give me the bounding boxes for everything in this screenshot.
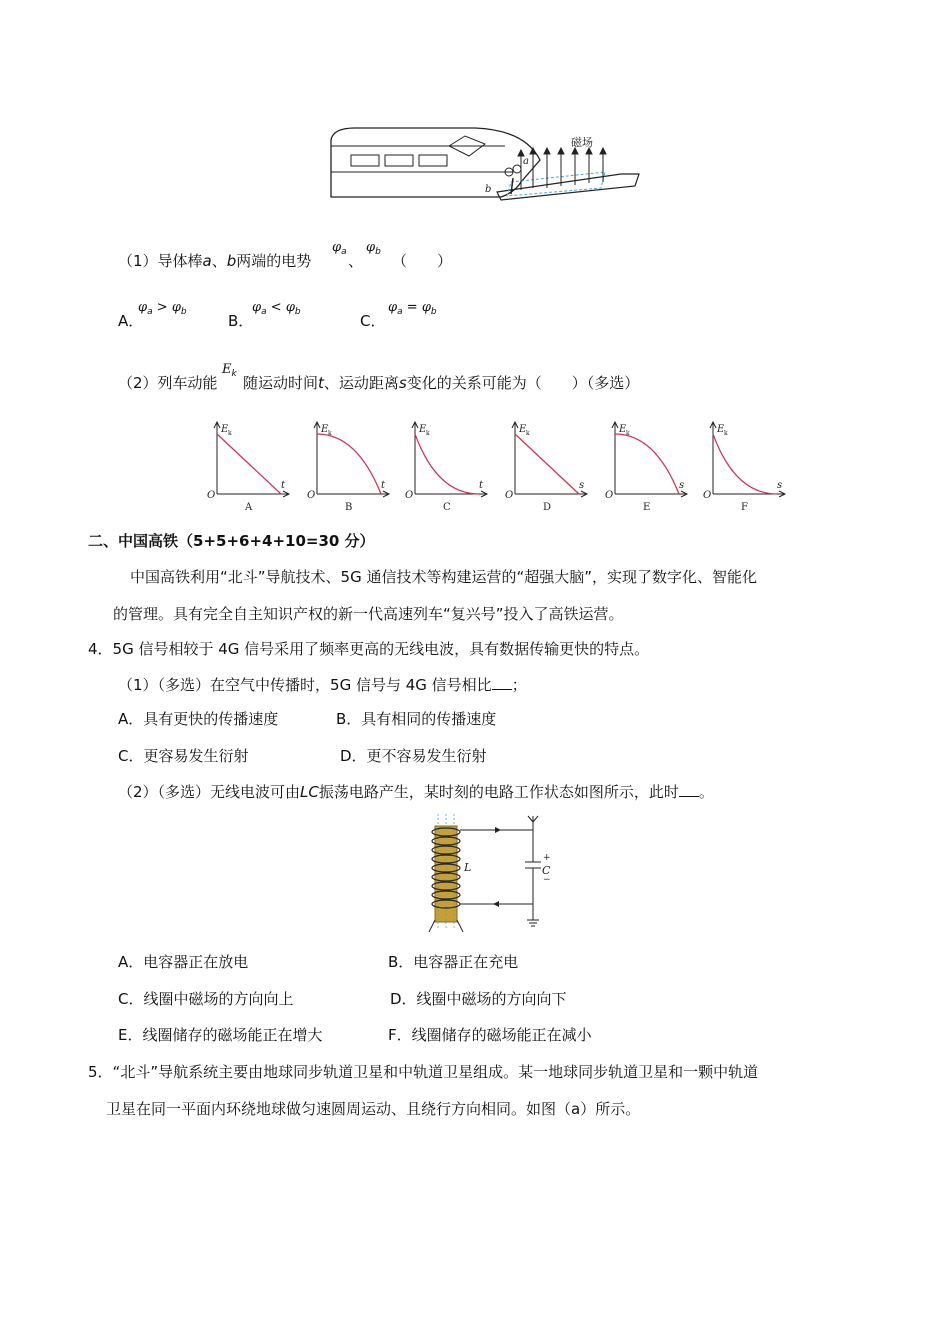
q4-option-d[interactable]: D．更不容易发生衍射 [340, 747, 487, 765]
lc-symbol: LC [300, 783, 319, 801]
q3-part2 [118, 372, 218, 393]
train-window [419, 155, 447, 166]
energy-graphs [195, 412, 795, 518]
y-axis-label: E [321, 424, 329, 435]
var-s: s [398, 374, 407, 392]
option-label: C． [360, 312, 386, 330]
option-a-expr [138, 300, 187, 317]
q5-line1: 5．“北斗”导航系统主要由地球同步轨道卫星和中轨道卫星组成。某一地球同步轨道卫星和一颗中轨道 [88, 1063, 759, 1081]
phi-sub: b [294, 307, 301, 317]
graph-caption: B [345, 502, 353, 513]
operator: > [156, 300, 168, 315]
section-intro-line2: 的管理。具有完全自主知识产权的新一代高速列车“复兴号”投入了高铁运营。 [113, 605, 624, 623]
y-axis-label-sub: k [626, 430, 630, 437]
graph-caption: F [741, 502, 748, 513]
label-a: a [523, 156, 529, 167]
ek-curve [317, 434, 381, 494]
answer-blank[interactable] [492, 677, 512, 690]
current-arrow [493, 901, 499, 907]
option-b-expr [252, 300, 301, 317]
phi-sub: b [180, 307, 187, 317]
graph-caption: E [643, 502, 651, 513]
x-axis-label: t [381, 480, 386, 491]
origin-label: O [505, 490, 514, 501]
comma: 、 [348, 252, 364, 270]
track [497, 174, 639, 200]
train-magnetic-field-figure [325, 122, 645, 204]
ek: E [222, 362, 232, 377]
plus-sign: + [543, 853, 551, 863]
q4-part2-end: 。 [698, 783, 714, 801]
q4-option2-f[interactable]: F．线圈储存的磁场能正在减小 [388, 1026, 592, 1044]
section-heading: 二、中国高铁（5+5+6+4+10=30 分） [88, 532, 375, 550]
q4-part2 [118, 781, 714, 802]
q3-part1-prefix: （1）导体棒 [118, 252, 203, 270]
phi-b-symbol [366, 240, 381, 257]
phi-sub: a [261, 307, 267, 317]
var-t: t [318, 374, 324, 392]
ek-symbol [222, 362, 237, 379]
q5-line2: 卫星在同一平面内环绕地球做匀速圆周运动、且绕行方向相同。如图（a）所示。 [106, 1100, 641, 1118]
origin-label: O [605, 490, 614, 501]
y-axis-label-sub: k [228, 430, 232, 437]
origin-label: O [307, 490, 316, 501]
q3-part1 [118, 250, 311, 271]
y-axis-label: E [619, 424, 627, 435]
q4-option2-b[interactable]: B．电容器正在充电 [388, 953, 519, 971]
train-body [331, 128, 540, 197]
q4-option2-e[interactable]: E．线圈储存的磁场能正在增大 [118, 1026, 323, 1044]
option-label: B． [228, 312, 254, 330]
q4-option2-c[interactable]: C．线圈中磁场的方向向上 [118, 990, 294, 1008]
y-axis-label-sub: k [526, 430, 530, 437]
q3-part2-prefix: （2）列车动能 [118, 374, 218, 392]
operator: < [270, 300, 282, 315]
phi: φ [332, 240, 342, 255]
phi: φ [171, 300, 181, 315]
y-axis-label: E [717, 424, 725, 435]
lc-circuit-figure [425, 812, 560, 932]
train-window [351, 155, 379, 166]
current-arrow [495, 827, 501, 833]
graph-caption: A [245, 502, 253, 513]
ek-curve [615, 434, 679, 494]
mid1: 随运动时间 [243, 374, 319, 392]
sep: 、 [211, 252, 227, 270]
q4-part2-pre: （2）（多选）无线电波可由 [118, 783, 301, 801]
q4-option2-a[interactable]: A．电容器正在放电 [118, 953, 249, 971]
phi: φ [366, 240, 376, 255]
y-axis-label-sub: k [328, 430, 332, 437]
phi-sub: b [430, 307, 437, 317]
minus-sign: − [543, 875, 551, 885]
phi: φ [285, 300, 295, 315]
q3-part2-rest [243, 372, 639, 393]
answer-blank[interactable] [679, 784, 699, 797]
option-b[interactable] [228, 310, 253, 331]
var-b: b [226, 252, 237, 270]
q4-part2-post: 振荡电路产生，某时刻的电路工作状态如图所示，此时 [318, 783, 679, 801]
phi-a-symbol [332, 240, 347, 257]
q4-part1-text: （1）（多选）在空气中传播时，5G 信号与 4G 信号相比 [118, 676, 492, 694]
origin-label: O [405, 490, 414, 501]
x-axis-label: t [281, 480, 286, 491]
ek-curve [515, 434, 579, 494]
phi-sub: a [147, 307, 153, 317]
y-axis-label: E [519, 424, 527, 435]
section-intro-line1: 中国高铁利用“北斗”导航技术、5G 通信技术等构建运营的“超强大脑”，实现了数字化、智能化 [130, 568, 758, 586]
suffix: 变化的关系可能为（ ）（多选） [406, 374, 640, 392]
phi: φ [388, 300, 398, 315]
operator: = [406, 300, 418, 315]
option-c-expr [388, 300, 437, 317]
origin-label: O [207, 490, 216, 501]
capacitor-label: C [542, 864, 551, 877]
inductor-label: L [464, 861, 472, 874]
x-axis-label: t [479, 480, 484, 491]
train-window [385, 155, 413, 166]
phi-sub: a [397, 307, 403, 317]
field-label: 磁场 [571, 136, 593, 149]
y-axis-label: E [221, 424, 229, 435]
ek-curve [415, 434, 479, 494]
field-arrows [518, 148, 606, 190]
y-axis-label-sub: k [724, 430, 728, 437]
q4-option2-d[interactable]: D．线圈中磁场的方向向下 [390, 990, 567, 1008]
ek-curve [217, 434, 281, 494]
ek-sub: k [231, 369, 237, 379]
q4-stem: 4．5G 信号相较于 4G 信号采用了频率更高的无线电波，具有数据传输更快的特点。 [88, 640, 650, 658]
q4-option-c[interactable]: C．更容易发生衍射 [118, 747, 249, 765]
phi: φ [252, 300, 262, 315]
q3-part1-paren: （ ） [392, 252, 453, 270]
label-b: b [485, 184, 492, 195]
y-axis-label: E [419, 424, 427, 435]
x-axis-label: s [679, 480, 685, 491]
q4-option-b[interactable]: B．具有相同的传播速度 [336, 710, 497, 728]
phi-sub: a [341, 247, 347, 257]
phi: φ [421, 300, 431, 315]
option-label: A． [118, 312, 144, 330]
phi: φ [138, 300, 148, 315]
mid2: 、运动距离 [323, 374, 399, 392]
x-axis-label: s [579, 480, 585, 491]
graph-caption: C [443, 502, 451, 513]
ek-curve [713, 434, 777, 494]
option-c[interactable] [360, 310, 385, 331]
x-axis-label: s [777, 480, 783, 491]
y-axis-label-sub: k [426, 430, 430, 437]
graph-caption: D [543, 502, 552, 513]
q4-option-a[interactable]: A．具有更快的传播速度 [118, 710, 279, 728]
q4-part1 [118, 674, 527, 695]
var-a: a [202, 252, 212, 270]
phi-sub: b [375, 247, 381, 257]
origin-label: O [703, 490, 712, 501]
q4-part1-end: ； [511, 676, 527, 694]
q3-part1-suffix: 两端的电势 [236, 252, 312, 270]
